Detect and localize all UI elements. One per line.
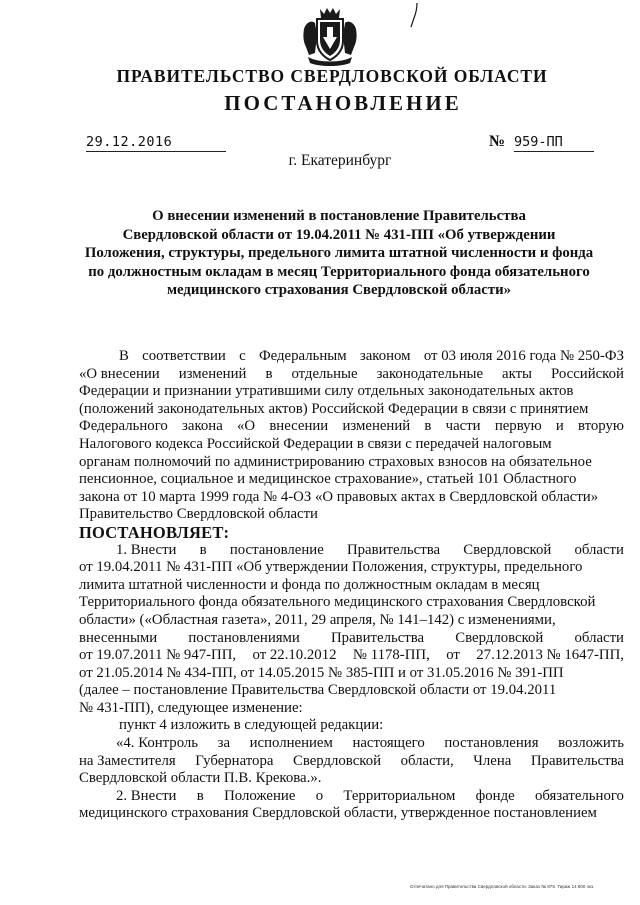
text-segment: Свердловской <box>463 541 552 558</box>
paragraph-line <box>79 489 624 507</box>
text-segment: части <box>445 418 481 435</box>
paragraph-line <box>79 594 624 612</box>
text-segment: за <box>217 735 231 752</box>
text-segment: (положений законодательных актов) Российской Федерации в связи с принятием <box>79 400 589 417</box>
paragraph-instruction: пункт 4 изложить в следующей редакции: <box>119 717 384 734</box>
text-segment: Федерального <box>79 418 168 435</box>
text-segment: законом <box>359 348 411 364</box>
text-segment: фонде <box>475 787 515 804</box>
number-label: № <box>489 133 506 150</box>
text-segment: внесении <box>269 418 329 435</box>
document-number: 959-ПП <box>514 134 594 152</box>
paragraph-line <box>79 612 624 630</box>
text-segment: области, <box>400 752 454 769</box>
text-segment: изменений <box>342 418 411 435</box>
text-segment: вторую <box>578 418 624 435</box>
text-segment: Федерации и признании утратившими силу отдельных законодательных актов <box>79 383 574 400</box>
text-segment: «4. Контроль <box>116 735 199 752</box>
text-segment: Губернатора <box>195 752 274 769</box>
text-segment: пенсионное, социальное и медицинское страхование», статьей 101 Областного <box>79 471 577 488</box>
title-line: по должностным окладам в месяц Территориального фонда обязательного <box>88 263 590 280</box>
paragraph-line <box>79 788 624 806</box>
paragraph-line <box>79 348 624 366</box>
text-segment: постановление <box>229 541 324 558</box>
text-segment: от <box>446 647 460 664</box>
text-segment: органам полномочий по администрированию страховых взносов на обязательное <box>79 453 592 470</box>
text-segment: изменений <box>178 365 247 382</box>
text-segment: Свердловской <box>292 752 382 769</box>
paragraph-line <box>79 682 624 700</box>
text-segment: Территориального фонда обязательного медицинского страхования Свердловской <box>79 594 596 611</box>
paragraph-line <box>79 805 624 823</box>
text-segment: Российской <box>551 365 624 382</box>
text-segment: возложить <box>558 735 624 752</box>
handwritten-mark-icon <box>408 2 422 28</box>
title-line: медицинского страхования Свердловской области» <box>166 282 512 299</box>
paragraph-line: Свердловской области П.В. Крекова.». <box>79 770 322 787</box>
title-line: О внесении изменений в постановление Правительства <box>152 208 526 224</box>
paragraph-line <box>79 735 624 753</box>
text-segment: отдельные <box>291 365 358 382</box>
print-note: Отпечатано для Правительства Свердловской области. Заказ № 875. Тираж 14 800 экз. <box>410 884 595 889</box>
text-segment: Члена <box>473 752 512 769</box>
paragraph-item-2 <box>79 788 624 823</box>
title-line: Свердловской области от 19.04.2011 № 431-ПП «Об утверждении <box>122 226 556 243</box>
text-segment: Положение <box>224 787 296 804</box>
paragraph-line <box>79 401 624 419</box>
paragraph-line <box>79 630 624 648</box>
text-segment: настоящего <box>352 735 425 752</box>
text-segment: области» («Областная газета», 2011, 29 апреля, № 141–142) с изменениями, <box>79 611 556 628</box>
document-date: 29.12.2016 <box>86 134 226 152</box>
paragraph-line: Правительство Свердловской области <box>79 506 318 523</box>
text-segment: закона <box>182 418 223 435</box>
text-segment: Правительства <box>346 541 441 558</box>
paragraph-line <box>79 542 624 560</box>
text-segment: в <box>265 365 273 382</box>
title-line: Положения, структуры, предельного лимита штатной численности и фонда <box>84 245 594 262</box>
text-segment: 27.12.2013 № 1647-ПП, <box>476 647 624 664</box>
text-segment: на Заместителя <box>79 752 176 769</box>
text-segment: Правительства <box>530 752 624 769</box>
text-segment: № 1178-ПП, <box>352 647 430 664</box>
text-segment: обязательного <box>534 787 624 804</box>
text-segment: В <box>119 348 129 364</box>
paragraph-line <box>79 383 624 401</box>
text-segment: области <box>574 629 624 646</box>
paragraph-legal-basis <box>79 348 624 506</box>
paragraph-line <box>79 559 624 577</box>
paragraph-line <box>79 454 624 472</box>
text-segment: лимита штатной численности и фонда по должностным окладам в месяц <box>79 576 540 593</box>
text-segment: и <box>555 418 564 435</box>
text-segment: закона от 10 марта 1999 года № 4-ОЗ «О правовых актах в Свердловской области» <box>79 488 599 505</box>
text-segment: (далее – постановление Правительства Свердловской области от 19.04.2011 <box>79 682 557 699</box>
text-segment: Правительства <box>331 629 425 646</box>
text-segment: в <box>196 787 204 804</box>
text-segment: постановления <box>444 735 539 752</box>
text-segment: от 22.10.2012 <box>252 647 337 664</box>
text-segment: 2. Внести <box>116 787 177 804</box>
paragraph-line <box>79 665 624 683</box>
text-segment: Федеральным <box>258 348 347 364</box>
text-segment: 1. Внести <box>116 541 177 558</box>
text-segment: акты <box>502 365 533 382</box>
text-segment: от 19.07.2011 № 947-ПП, <box>79 647 237 664</box>
paragraph-line: № 431-ПП), следующее изменение: <box>79 699 303 716</box>
text-segment: законодательные <box>376 365 484 382</box>
text-segment: Налогового кодекса Российской Федерации в связи с передачей налоговым <box>79 435 552 452</box>
coat-of-arms-icon <box>300 5 360 67</box>
paragraph-new-wording <box>79 735 624 770</box>
text-segment: Свердловской <box>455 629 544 646</box>
government-name: ПРАВИТЕЛЬСТВО СВЕРДЛОВСКОЙ ОБЛАСТИ <box>116 66 548 86</box>
paragraph-line <box>79 418 624 436</box>
text-segment: от 03 июля 2016 года № 250-ФЗ <box>423 348 624 364</box>
text-segment: в <box>424 418 432 435</box>
document-body <box>79 348 624 823</box>
paragraph-item-1 <box>79 542 624 700</box>
document-title <box>74 207 604 300</box>
document-type: ПОСТАНОВЛЕНИЕ <box>224 91 462 115</box>
paragraph-line <box>79 753 624 771</box>
city: г. Екатеринбург <box>288 152 392 169</box>
text-segment: медицинского страхования Свердловской области, утвержденное постановлением <box>79 805 597 822</box>
resolve-heading: ПОСТАНОВЛЯЕТ: <box>79 522 230 542</box>
text-segment: о <box>315 787 324 804</box>
text-segment: области <box>574 541 624 558</box>
paragraph-line <box>79 436 624 454</box>
text-segment: от 19.04.2011 № 431-ПП «Об утверждении Положения, структуры, предельного <box>79 559 583 576</box>
text-segment: от 21.05.2014 № 434-ПП, от 14.05.2015 № 385-ПП и от 31.05.2016 № 391-ПП <box>79 664 564 681</box>
text-segment: внесенными <box>79 629 158 646</box>
paragraph-line <box>79 647 624 665</box>
text-segment: постановлениями <box>188 629 300 646</box>
text-segment: Территориальном <box>343 787 456 804</box>
text-segment: соответствии <box>142 348 226 364</box>
text-segment: «О <box>237 418 256 435</box>
text-segment: исполнением <box>249 735 333 752</box>
paragraph-line <box>79 577 624 595</box>
text-segment: первую <box>494 418 542 435</box>
paragraph-line <box>79 471 624 489</box>
text-segment: в <box>199 541 207 558</box>
text-segment: с <box>239 348 246 364</box>
paragraph-line <box>79 366 624 384</box>
text-segment: «О внесении <box>79 365 160 382</box>
